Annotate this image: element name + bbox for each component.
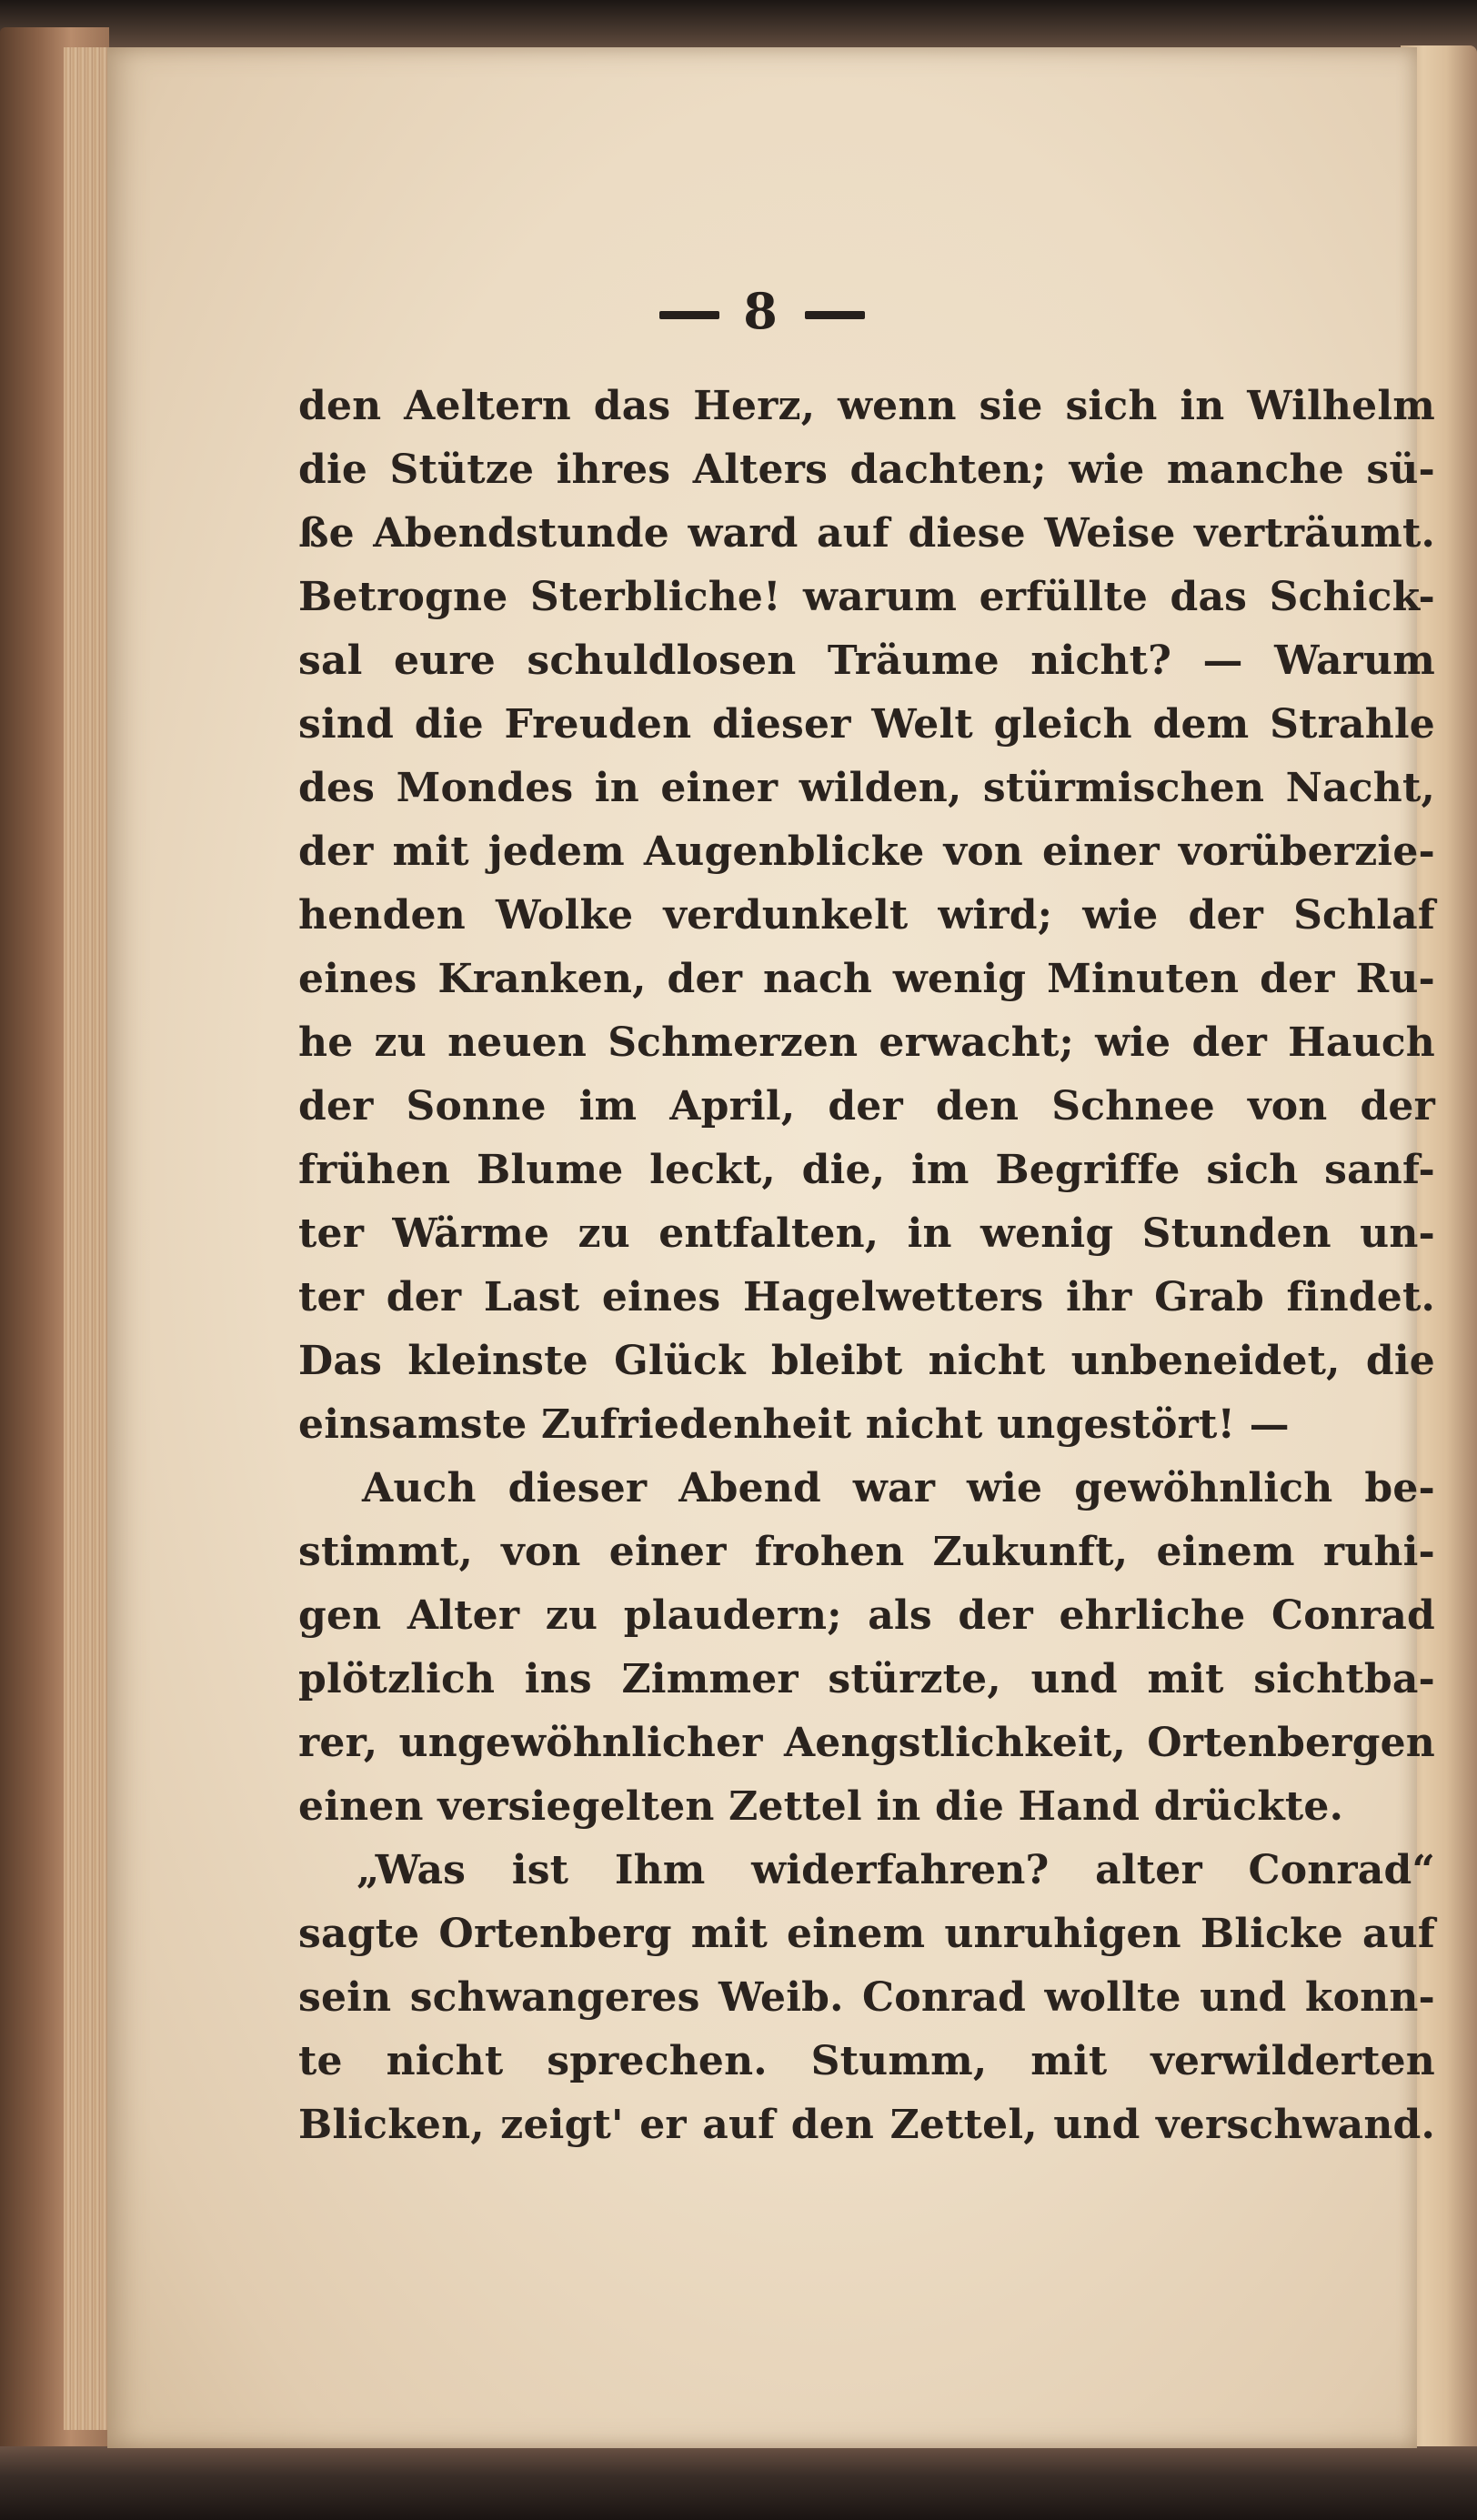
body-text <box>298 375 1435 2157</box>
text-line: einsamste Zufriedenheit nicht ungestört! — <box>298 1401 1290 1448</box>
text-line: rer, ungewöhnlicher Aengstlichkeit, Ortenbergen <box>298 1720 1435 1766</box>
text-line: sagte Ortenberg mit einem unruhigen Blicke auf <box>298 1911 1435 1957</box>
text-line: des Mondes in einer wilden, stürmischen Nacht, <box>298 765 1435 811</box>
text-line: eines Kranken, der nach wenig Minuten der Ru- <box>298 956 1435 1002</box>
text-line: henden Wolke verdunkelt wird; wie der Schlaf <box>298 892 1435 939</box>
text-line: te nicht sprechen. Stumm, mit verwilderten <box>298 2038 1435 2084</box>
book-cover-top <box>0 0 1477 55</box>
text-line: sein schwangeres Weib. Conrad wollte und konn- <box>298 1974 1435 2021</box>
text-line: Das kleinste Glück bleibt nicht unbeneidet, die <box>298 1338 1435 1384</box>
text-line: he zu neuen Schmerzen erwacht; wie der Hauch <box>298 1019 1435 1066</box>
book-page <box>107 47 1435 2448</box>
text-line: sal eure schuldlosen Träume nicht? — Warum <box>298 638 1435 684</box>
text-line: „Was ist Ihm widerfahren? alter Conrad“ <box>357 1847 1435 1893</box>
page-number: 8 <box>743 282 781 340</box>
text-line: ter Wärme zu entfalten, in wenig Stunden un- <box>298 1210 1435 1257</box>
text-line: der Sonne im April, der den Schnee von der <box>298 1083 1435 1129</box>
text-line: Betrogne Sterbliche! warum erfüllte das Schick- <box>298 574 1435 620</box>
header-dash-right <box>805 311 865 319</box>
header-dash-left <box>659 311 719 319</box>
book-cover-bottom <box>0 2446 1477 2520</box>
text-line: frühen Blume leckt, die, im Begriffe sich sanf- <box>298 1147 1435 1193</box>
text-line: Blicken, zeigt' er auf den Zettel, und verschwand. <box>298 2102 1435 2148</box>
text-line: Auch dieser Abend war wie gewöhnlich be- <box>362 1465 1435 1511</box>
text-line: stimmt, von einer frohen Zukunft, einem ruhi- <box>298 1529 1435 1575</box>
page-header <box>107 282 1417 340</box>
text-line: plötzlich ins Zimmer stürzte, und mit sichtba- <box>298 1656 1435 1702</box>
text-line: der mit jedem Augenblicke von einer vorüberzie- <box>298 828 1435 875</box>
text-line: ße Abendstunde ward auf diese Weise verträumt. <box>298 510 1435 557</box>
text-line: einen versiegelten Zettel in die Hand drückte. <box>298 1783 1344 1830</box>
text-line: ter der Last eines Hagelwetters ihr Grab findet. <box>298 1274 1435 1320</box>
text-line: sind die Freuden dieser Welt gleich dem Strahle <box>298 701 1435 748</box>
text-line: die Stütze ihres Alters dachten; wie manche sü- <box>298 447 1435 493</box>
text-line: gen Alter zu plaudern; als der ehrliche Conrad <box>298 1592 1435 1639</box>
text-line: den Aeltern das Herz, wenn sie sich in Wilhelm <box>298 383 1435 429</box>
